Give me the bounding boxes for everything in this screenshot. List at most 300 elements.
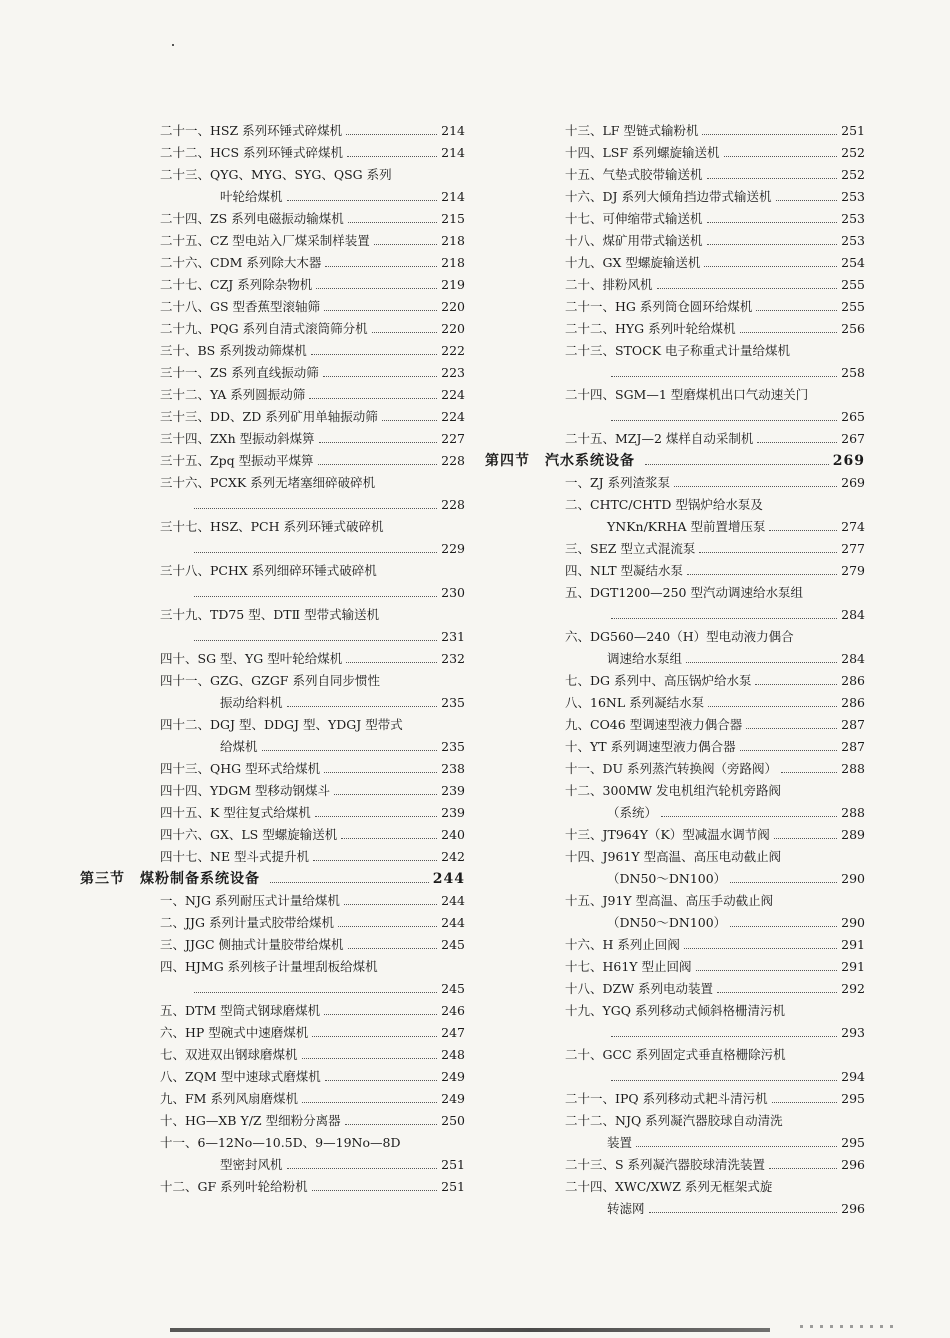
toc-entry [525, 142, 865, 164]
toc-page-number: 255 [841, 277, 865, 292]
toc-entry [120, 1044, 465, 1066]
toc-line [565, 208, 865, 230]
toc-page-number: 253 [841, 189, 865, 204]
dot-leader [313, 860, 437, 861]
dot-leader [324, 1014, 437, 1015]
toc-entry-title: 八、16NL 系列凝结水泵 [565, 695, 705, 710]
toc-entry-title: 型密封风机 [220, 1157, 283, 1172]
toc-line [160, 120, 465, 142]
toc-section-heading [485, 450, 865, 472]
toc-page-number: 224 [441, 409, 465, 424]
toc-entry [120, 428, 465, 450]
toc-entry [120, 516, 465, 560]
dot-leader [194, 508, 437, 509]
toc-page-number: 292 [841, 981, 865, 996]
dot-leader [730, 882, 837, 883]
toc-entry-title: 二十四、ZS 系列电磁振动输煤机 [160, 211, 344, 226]
toc-entry-title: 三十七、HSZ、PCH 系列环锤式破碎机 [160, 519, 384, 534]
dot-leader [686, 662, 837, 663]
toc-entry-title: 十九、YGQ 系列移动式倾斜格栅清污机 [565, 1003, 785, 1018]
toc-line [565, 1154, 865, 1176]
toc-entry-title: （DN50～DN100） [607, 871, 727, 886]
toc-entry [120, 472, 465, 516]
toc-line [565, 1176, 865, 1198]
toc-entry-title: （系统） [607, 805, 658, 820]
toc-entry-title: 二十五、CZ 型电站入厂煤采制样装置 [160, 233, 370, 248]
toc-line [160, 1088, 465, 1110]
toc-entry-title: 十、YT 系列调速型液力偶合器 [565, 739, 736, 754]
toc-entry [525, 1176, 865, 1220]
toc-entry-title: 振动给料机 [220, 695, 283, 710]
toc-page-number: 265 [841, 409, 865, 424]
toc-entry [525, 824, 865, 846]
dot-leader [769, 530, 837, 531]
toc-entry-title: 四十、SG 型、YG 型叶轮给煤机 [160, 651, 343, 666]
dot-leader [311, 354, 437, 355]
toc-entry-title: 二十三、S 系列凝汽器胶球清洗装置 [565, 1157, 766, 1172]
dot-leader [312, 1190, 438, 1191]
toc-entry [525, 1088, 865, 1110]
toc-page-number: 244 [432, 871, 465, 887]
dot-leader [611, 618, 837, 619]
toc-entry [120, 1132, 465, 1176]
toc-entry [525, 560, 865, 582]
toc-page-number: 291 [841, 959, 865, 974]
toc-line [160, 780, 465, 802]
toc-line [160, 142, 465, 164]
toc-page-number: 255 [841, 299, 865, 314]
toc-line [160, 450, 465, 472]
toc-entry [120, 318, 465, 340]
toc-entry-title: 三十一、ZS 系列直线振动筛 [160, 365, 319, 380]
dot-leader [312, 1036, 437, 1037]
toc-page-number: 220 [441, 299, 465, 314]
dot-leader [769, 1168, 837, 1169]
toc-line [565, 142, 865, 164]
dot-leader [707, 244, 838, 245]
toc-entry-title: 转滤网 [607, 1201, 645, 1216]
toc-page-number: 253 [841, 233, 865, 248]
toc-page-number: 286 [841, 673, 865, 688]
toc-page-number: 245 [441, 937, 465, 952]
toc-page-number: 230 [441, 585, 465, 600]
dot-leader [740, 750, 838, 751]
toc-entry-title: 十五、J91Y 型高温、高压手动截止阀 [565, 893, 774, 908]
toc-entry-title: 二十六、CDM 系列除大木器 [160, 255, 322, 270]
toc-entry [525, 538, 865, 560]
toc-entry-title: 二十八、GS 型香蕉型滚轴筛 [160, 299, 321, 314]
toc-line [160, 692, 465, 714]
dot-leader [309, 398, 437, 399]
toc-line [160, 186, 465, 208]
toc-entry [120, 846, 465, 868]
toc-page-number: 240 [441, 827, 465, 842]
toc-entry-title: 十四、LSF 系列螺旋输送机 [565, 145, 720, 160]
toc-page-number: 295 [841, 1135, 865, 1150]
toc-entry [120, 450, 465, 472]
dot-leader [696, 970, 838, 971]
toc-entry [120, 934, 465, 956]
toc-entry-title: 二十二、HCS 系列环锤式碎煤机 [160, 145, 344, 160]
toc-entry [120, 1022, 465, 1044]
toc-entry [120, 780, 465, 802]
toc-page-number: 288 [841, 805, 865, 820]
toc-page-number: 284 [841, 651, 865, 666]
toc-entry-title: 十八、DZW 系列电动装置 [565, 981, 714, 996]
toc-line [160, 802, 465, 824]
toc-entry [120, 1000, 465, 1022]
dot-leader [194, 640, 437, 641]
toc-entry-title: 六、HP 型碗式中速磨煤机 [160, 1025, 309, 1040]
toc-entry-title: 三十六、PCXK 系列无堵塞细碎破碎机 [160, 475, 376, 490]
toc-entry [525, 1000, 865, 1044]
toc-line [160, 714, 465, 736]
toc-page-number: 254 [841, 255, 865, 270]
toc-entry-title: 三十八、PCHX 系列细碎环锤式破碎机 [160, 563, 377, 578]
toc-line [160, 626, 465, 648]
scan-artifact-bar [170, 1328, 770, 1332]
toc-entry-title: 九、CO46 型调速型液力偶合器 [565, 717, 743, 732]
toc-line [565, 164, 865, 186]
toc-page-number: 239 [441, 783, 465, 798]
toc-entry-title: 五、DGT1200—250 型汽动调速给水泵组 [565, 585, 803, 600]
toc-page-number: 274 [841, 519, 865, 534]
dot-leader [324, 772, 437, 773]
toc-page-number: 251 [841, 123, 865, 138]
toc-entry [525, 494, 865, 538]
toc-line [565, 1022, 865, 1044]
toc-line [565, 714, 865, 736]
toc-page-number: 246 [441, 1003, 465, 1018]
dot-leader [756, 310, 837, 311]
toc-entry [525, 318, 865, 340]
toc-entry [525, 692, 865, 714]
dot-leader [702, 134, 837, 135]
toc-entry-title: 二十一、IPQ 系列移动式耙斗清污机 [565, 1091, 768, 1106]
toc-entry-title: 三十四、ZXh 型振动斜煤箅 [160, 431, 315, 446]
toc-entry-title: 六、DG560—240（H）型电动液力偶合 [565, 629, 794, 644]
toc-page-number: 218 [441, 233, 465, 248]
toc-line [565, 604, 865, 626]
toc-page-number: 251 [441, 1157, 465, 1172]
toc-entry [120, 758, 465, 780]
toc-entry-title: 十三、JT964Y（K）型减温水调节阀 [565, 827, 770, 842]
toc-entry-title: 十一、6—12No—10.5D、9—19No—8D [160, 1135, 401, 1150]
toc-entry-title: 二十五、MZJ—2 煤样自动采制机 [565, 431, 754, 446]
toc-entry [525, 120, 865, 142]
toc-line [565, 626, 865, 648]
toc-page-number: 222 [441, 343, 465, 358]
toc-page-number: 228 [441, 497, 465, 512]
toc-line [565, 890, 865, 912]
dot-leader [772, 1102, 838, 1103]
toc-page-number: 296 [841, 1201, 865, 1216]
toc-page-number: 242 [441, 849, 465, 864]
dot-leader [341, 838, 437, 839]
toc-entry [525, 626, 865, 670]
toc-entry [120, 1088, 465, 1110]
dot-leader [699, 552, 837, 553]
toc-page-number: 219 [441, 277, 465, 292]
toc-page-number: 223 [441, 365, 465, 380]
toc-page-number: 232 [441, 651, 465, 666]
toc-line [565, 978, 865, 1000]
toc-line [565, 1088, 865, 1110]
toc-entry-title: 二十一、HG 系列筒仓圆环给煤机 [565, 299, 753, 314]
toc-page-number: 251 [441, 1179, 465, 1194]
dot-leader [717, 992, 837, 993]
toc-entry-title: 叶轮给煤机 [220, 189, 283, 204]
toc-entry-title: 调速给水泵组 [607, 651, 683, 666]
toc-page-number: 291 [841, 937, 865, 952]
toc-entry-title: 二十四、XWC/XWZ 系列无框架式旋 [565, 1179, 773, 1194]
toc-entry [525, 670, 865, 692]
toc-page-number: 253 [841, 211, 865, 226]
toc-line [160, 1066, 465, 1088]
toc-entry-title: 十七、可伸缩带式输送机 [565, 211, 703, 226]
toc-entry [525, 1044, 865, 1088]
toc-entry [525, 978, 865, 1000]
toc-page-number: 252 [841, 145, 865, 160]
toc-entry-title: 十五、气垫式胶带输送机 [565, 167, 703, 182]
toc-entry [525, 296, 865, 318]
toc-page-number: 244 [441, 893, 465, 908]
dot-leader [348, 222, 437, 223]
toc-entry-title: 三、JJGC 侧抽式计量胶带给煤机 [160, 937, 344, 952]
toc-line [565, 472, 865, 494]
toc-entry-title: 十二、300MW 发电机组汽轮机旁路阀 [565, 783, 781, 798]
toc-line [160, 472, 465, 494]
toc-line [160, 648, 465, 670]
dot-leader [325, 1080, 437, 1081]
toc-page-number: 235 [441, 695, 465, 710]
dot-leader [194, 596, 437, 597]
toc-line [565, 692, 865, 714]
toc-line [565, 648, 865, 670]
toc-line [160, 1000, 465, 1022]
toc-entry [525, 340, 865, 384]
dot-leader [346, 662, 437, 663]
toc-entry-title: 七、DG 系列中、高压锅炉给水泵 [565, 673, 752, 688]
toc-entry [120, 120, 465, 142]
toc-line [565, 406, 865, 428]
toc-line [565, 340, 865, 362]
toc-page-number: 249 [441, 1069, 465, 1084]
toc-entry-title: 三十、BS 系列拨动筛煤机 [160, 343, 307, 358]
toc-line [160, 824, 465, 846]
dot-leader [194, 552, 437, 553]
toc-entry [120, 274, 465, 296]
dot-leader [302, 1058, 438, 1059]
toc-line [160, 252, 465, 274]
toc-line [160, 296, 465, 318]
dot-leader [657, 288, 838, 289]
toc-right-column [485, 120, 865, 1220]
toc-page-number: 295 [841, 1091, 865, 1106]
scan-speck [172, 44, 174, 46]
toc-entry [120, 384, 465, 406]
toc-page-number: 218 [441, 255, 465, 270]
toc-page-number: 256 [841, 321, 865, 336]
toc-entry [120, 142, 465, 164]
toc-line [565, 956, 865, 978]
toc-page-number: 294 [841, 1069, 865, 1084]
dot-leader [348, 948, 438, 949]
toc-entry-title: 四、HJMG 系列核子计量埋刮板给煤机 [160, 959, 378, 974]
toc-entry [120, 208, 465, 230]
toc-page-number: 229 [441, 541, 465, 556]
toc-entry-title: 七、双进双出钢球磨煤机 [160, 1047, 298, 1062]
toc-line [160, 890, 465, 912]
toc-entry-title: 装置 [607, 1135, 633, 1150]
toc-section-heading [80, 868, 465, 890]
toc-line [565, 736, 865, 758]
toc-page-number: 296 [841, 1157, 865, 1172]
toc-entry [525, 164, 865, 186]
toc-entry-title: 十、HG—XB Y/Z 型细粉分离器 [160, 1113, 341, 1128]
dot-leader [649, 1212, 838, 1213]
dot-leader [302, 1102, 437, 1103]
toc-entry-title: 二十七、CZJ 系列除杂物机 [160, 277, 313, 292]
toc-entry-title: 二十二、HYG 系列叶轮给煤机 [565, 321, 736, 336]
toc-line [565, 120, 865, 142]
toc-entry [120, 890, 465, 912]
toc-entry [120, 714, 465, 758]
toc-entry [120, 164, 465, 208]
toc-entry [525, 274, 865, 296]
toc-entry-title: 二十九、PQG 系列自清式滚筒筛分机 [160, 321, 368, 336]
toc-line [565, 296, 865, 318]
toc-entry [120, 802, 465, 824]
toc-entry-title: 四十二、DGJ 型、DDGJ 型、YDGJ 型带式 [160, 717, 403, 732]
toc-entry [120, 230, 465, 252]
dot-leader [707, 178, 838, 179]
toc-entry-title: （DN50～DN100） [607, 915, 727, 930]
dot-leader [345, 1124, 438, 1125]
toc-entry [120, 296, 465, 318]
toc-entry [120, 604, 465, 648]
toc-line [565, 428, 865, 450]
toc-line [565, 934, 865, 956]
toc-entry-title: 十一、DU 系列蒸汽转换阀（旁路阀） [565, 761, 778, 776]
toc-line [160, 384, 465, 406]
toc-entry-title: 二十、GCC 系列固定式垂直格栅除污机 [565, 1047, 786, 1062]
toc-entry [525, 230, 865, 252]
toc-entry [120, 1066, 465, 1088]
toc-entry-title: 四十七、NE 型斗式提升机 [160, 849, 310, 864]
toc-entry-title: 十三、LF 型链式输粉机 [565, 123, 699, 138]
dot-leader [316, 288, 437, 289]
toc-left-column [80, 120, 465, 1198]
toc-page-number: 248 [441, 1047, 465, 1062]
toc-entry-title: 二十一、HSZ 系列环锤式碎煤机 [160, 123, 343, 138]
dot-leader [334, 794, 437, 795]
toc-page-number: 224 [441, 387, 465, 402]
toc-entry [120, 406, 465, 428]
toc-line [565, 516, 865, 538]
toc-line [160, 670, 465, 692]
toc-line [565, 274, 865, 296]
toc-page-number: 286 [841, 695, 865, 710]
dot-leader [262, 750, 438, 751]
toc-entry-title: 四、NLT 型凝结水泵 [565, 563, 684, 578]
toc-page-number: 287 [841, 739, 865, 754]
dot-leader [636, 1146, 837, 1147]
toc-entry-title: 三十三、DD、ZD 系列矿用单轴振动筛 [160, 409, 378, 424]
toc-entry [525, 186, 865, 208]
toc-entry [525, 780, 865, 824]
toc-page-number: 289 [841, 827, 865, 842]
toc-entry [525, 890, 865, 934]
toc-line [160, 274, 465, 296]
toc-line [160, 230, 465, 252]
toc-entry [525, 956, 865, 978]
toc-page-number: 250 [441, 1113, 465, 1128]
dot-leader [346, 134, 437, 135]
toc-entry-title: 二、JJG 系列计量式胶带给煤机 [160, 915, 334, 930]
toc-entry [120, 956, 465, 1000]
toc-line [160, 164, 465, 186]
dot-leader [611, 1080, 837, 1081]
toc-line [565, 780, 865, 802]
toc-line [565, 758, 865, 780]
toc-entry [525, 1154, 865, 1176]
toc-entry-title: 四十三、QHG 型环式给煤机 [160, 761, 321, 776]
toc-line [160, 582, 465, 604]
toc-line [160, 736, 465, 758]
toc-page-number: 220 [441, 321, 465, 336]
toc-entry [120, 1176, 465, 1198]
toc-page-number: 269 [832, 453, 865, 469]
dot-leader [347, 156, 437, 157]
toc-entry-title: 四十五、K 型往复式给煤机 [160, 805, 311, 820]
toc-line [160, 428, 465, 450]
toc-entry [120, 340, 465, 362]
toc-entry-title: 十六、DJ 系列大倾角挡边带式输送机 [565, 189, 772, 204]
toc-entry-title: 二十、排粉风机 [565, 277, 653, 292]
dot-leader [776, 200, 838, 201]
toc-line [565, 538, 865, 560]
toc-entry [525, 846, 865, 890]
toc-line [160, 758, 465, 780]
toc-line [565, 846, 865, 868]
toc-entry-title: 四十一、GZG、GZGF 系列自同步惯性 [160, 673, 380, 688]
toc-entry-title: 给煤机 [220, 739, 258, 754]
toc-page-number: 290 [841, 871, 865, 886]
toc-entry-title: 九、FM 系列风扇磨煤机 [160, 1091, 298, 1106]
toc-page-number: 231 [441, 629, 465, 644]
toc-line [160, 604, 465, 626]
toc-entry-title: 三十二、YA 系列圆振动筛 [160, 387, 306, 402]
toc-line [565, 1198, 865, 1220]
toc-page-number: 214 [441, 189, 465, 204]
toc-entry [120, 670, 465, 714]
toc-line [565, 912, 865, 934]
dot-leader [338, 926, 437, 927]
toc-line [160, 208, 465, 230]
toc-line [565, 582, 865, 604]
toc-line [160, 1110, 465, 1132]
toc-entry [120, 252, 465, 274]
toc-page-number: 279 [841, 563, 865, 578]
toc-line [160, 956, 465, 978]
toc-page-number: 277 [841, 541, 865, 556]
toc-entry [525, 758, 865, 780]
dot-leader [270, 882, 429, 883]
toc-line [160, 560, 465, 582]
toc-entry-title: 四十六、GX、LS 型螺旋输送机 [160, 827, 338, 842]
dot-leader [319, 442, 438, 443]
